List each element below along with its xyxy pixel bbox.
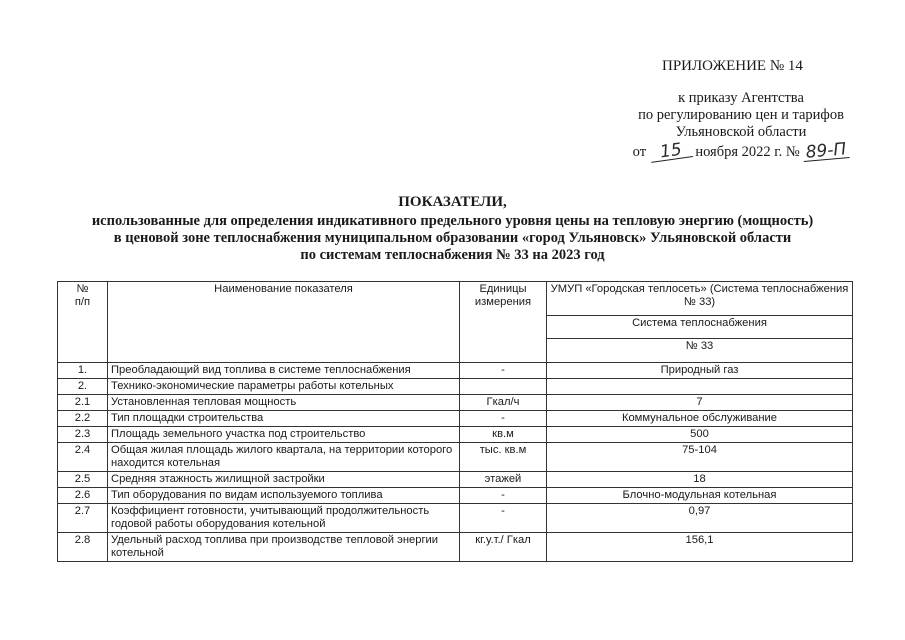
row-num: 2.2 [58,411,108,427]
heading-line-2: в ценовой зоне теплоснабжения муниципальном образовании «город Ульяновск» Ульяновской области [113,230,792,246]
header-num [58,282,108,363]
table-row [58,427,853,443]
row-value: Блочно-модульная котельная [547,488,853,504]
handwritten-day: 15 [649,140,693,163]
row-num: 2.6 [58,488,108,504]
row-unit: этажей [460,472,547,488]
row-value: 75-104 [547,443,853,472]
document-heading [40,194,865,264]
row-num: 2.1 [58,395,108,411]
heading-line-3: по системам теплоснабжения № 33 на 2023 год [300,247,605,263]
header-name: Наименование показателя [108,282,460,363]
row-name: Тип площадки строительства [108,411,460,427]
row-value [547,379,853,395]
order-line-3: Ульяновской области [675,124,807,140]
row-num: 2.3 [58,427,108,443]
row-num: 2.8 [58,533,108,562]
row-num: 2.7 [58,504,108,533]
row-unit: - [460,504,547,533]
table-row [58,488,853,504]
row-value: 500 [547,427,853,443]
row-value: Природный газ [547,363,853,379]
date-prefix: от [632,144,647,160]
table-row [58,379,853,395]
row-unit: кв.м [460,427,547,443]
heading-main: ПОКАЗАТЕЛИ, [398,194,507,210]
table-row [58,504,853,533]
handwritten-order-number: 89-П [803,141,850,162]
row-unit: - [460,411,547,427]
order-line-2: по регулированию цен и тарифов [638,107,844,123]
row-num: 2. [58,379,108,395]
header-unit [460,282,547,363]
row-name: Тип оборудования по видам используемого топлива [108,488,460,504]
row-unit: тыс. кв.м [460,443,547,472]
table-row [58,443,853,472]
row-name: Площадь земельного участка под строительство [108,427,460,443]
row-unit: - [460,488,547,504]
header-unit-line1: Единицы [479,283,527,295]
row-name: Установленная тепловая мощность [108,395,460,411]
row-value: Коммунальное обслуживание [547,411,853,427]
table-row [58,533,853,562]
row-num: 2.5 [58,472,108,488]
date-rest: ноября 2022 г. № [695,144,800,160]
appendix-title: ПРИЛОЖЕНИЕ № 14 [662,58,803,74]
row-value: 7 [547,395,853,411]
row-value: 18 [547,472,853,488]
row-name: Коэффициент готовности, учитывающий продолжительность годовой работы оборудования котельной [108,504,460,533]
order-line-1: к приказу Агентства [678,90,804,106]
table-row [58,395,853,411]
header-unit-line2: измерения [474,296,532,308]
header-num-line1: № [76,283,89,295]
heading-line-1: использованные для определения индикативного предельного уровня цены на тепловую энергию (мощность) [91,213,814,229]
table-row [58,363,853,379]
row-unit: Гкал/ч [460,395,547,411]
row-unit: кг.у.т./ Гкал [460,533,547,562]
table-row [58,472,853,488]
row-name: Удельный расход топлива при производстве тепловой энергии котельной [108,533,460,562]
header-system-num: № 33 [547,339,853,363]
row-unit [460,379,547,395]
row-name: Преобладающий вид топлива в системе теплоснабжения [108,363,460,379]
table-row [58,411,853,427]
row-value: 156,1 [547,533,853,562]
order-date-line [596,139,886,163]
row-num: 1. [58,363,108,379]
indicators-table [57,281,853,562]
header-system: Система теплоснабжения [547,315,853,339]
row-unit: - [460,363,547,379]
row-name: Средняя этажность жилищной застройки [108,472,460,488]
row-value: 0,97 [547,504,853,533]
row-num: 2.4 [58,443,108,472]
header-num-line2: п/п [74,296,91,308]
order-reference [596,90,886,161]
header-row [58,282,853,316]
row-name: Технико-экономические параметры работы котельных [108,379,460,395]
row-name: Общая жилая площадь жилого квартала, на территории которого находится котельная [108,443,460,472]
header-org: УМУП «Городская теплосеть» (Система теплоснабжения № 33) [547,282,853,316]
